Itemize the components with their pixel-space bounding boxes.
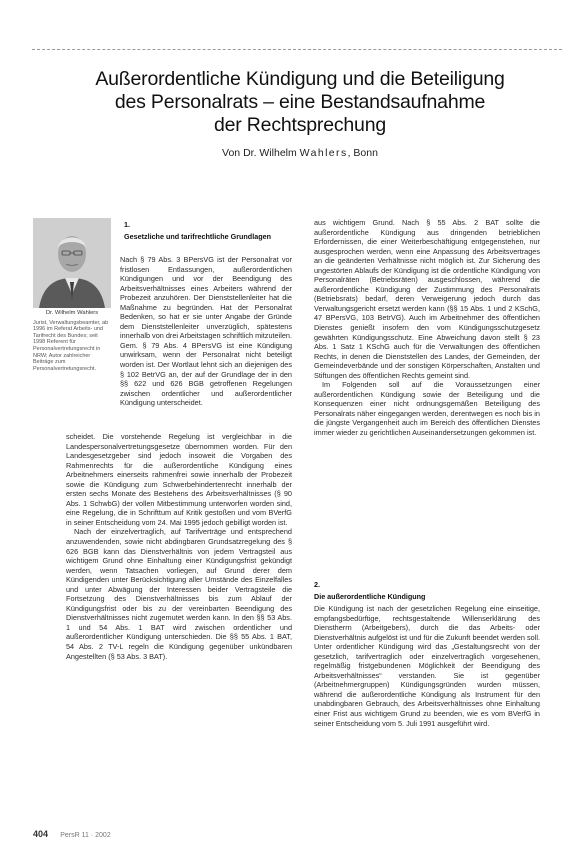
author-portrait xyxy=(33,218,111,308)
top-rule xyxy=(32,49,562,50)
section-number-2: 2. xyxy=(314,580,320,589)
title-line-1: Außerordentliche Kündigung und die Beteiligung xyxy=(95,68,505,90)
text-column-c xyxy=(314,218,540,568)
byline-name: Wahlers xyxy=(299,147,348,159)
paragraph: Im Folgenden soll auf die Voraussetzungen einer außerordentlichen Kündigung sowie der Beteiligung und die Konsequenzen einer nicht ordnungsgemäßen Beteiligung des Personalrats näher eingegangen werden, derentwegen es noch bis in die jüngste Vergangenheit auch im Bereich des öffentlichen Dienstes immer wieder zu gerichtlichen Auseinandersetzungen gekommen ist. xyxy=(314,380,540,438)
byline xyxy=(60,147,540,159)
text-column-d xyxy=(314,604,540,832)
paragraph: Nach der einzelvertraglich, auf Tarifverträge und entsprechend anzuwendenden, sowie nicht abdingbaren Grundsatzregelung des § 626 BGB kann das Dienstverhältnis von jedem Vertragsteil aus wichtigem Grund ohne Einhaltung einer Kündigungsfrist gekündigt werden, wenn Tatsachen vorliegen, auf Grund derer dem Kündigenden unter Berücksichtigung aller Umstände des Einzelfalles und unter Abwägung der Interessen beider Vertragsteile die Fortsetzung des Dienstverhältnisses bis zum Ablauf der Kündigungsfrist oder bis zu der vereinbarten Beendigung des Dienstverhältnisses nicht zugemutet werden kann. In den §§ 53 Abs. 1 und 54 Abs. 1 BAT wird zwischen ordentlicher und außerordentlicher Kündigung unterschieden. Die §§ 55 Abs. 1 BAT, 54 Abs. 2 TV-L regeln die Kündigung gegenüber unkündbaren Angestellten (§ 53 Abs. 3 BAT). xyxy=(66,527,292,661)
paragraph: Die Kündigung ist nach der gesetzlichen Regelung eine einseitige, empfangsbedürftige, rechtsgestaltende Willenserklärung des Dienstherrn (Arbeitgebers), durch die das Arbeits- oder Dienstverhältnis aufgelöst ist und für die Zukunft beendet werden soll. Unter ordentlicher Kündigung wird das „Gestaltungsrecht von der gesetzlich, tarifvertraglich oder einzelvertraglich vorgesehenen, regelmäßig fristgebundenen Möglichkeit der Beendigung des Arbeitsverhältnisses“ verstanden. Sie ist gegenüber (Arbeitnehmergruppen) Kündigungsgründen wurden müssen, während die außerordentliche Kündigung als Instrument für den unabdingbaren Gebrauch, des Arbeitsverhältnisses ohne Einhaltung einer Frist aus wichtigem Grund zu beenden, wie es vom BVerfG in seiner Entscheidung vom 5. Juli 1991 ausgeführt wird. xyxy=(314,604,540,728)
byline-prefix: Von Dr. Wilhelm xyxy=(222,147,297,159)
title-line-3: der Rechtsprechung xyxy=(213,114,386,136)
title-line-2: des Personalrats – eine Bestandsaufnahme xyxy=(114,91,486,113)
section-number-1: 1. xyxy=(124,220,130,229)
journal-reference: PersR 11 · 2002 xyxy=(60,832,111,839)
text-column-a xyxy=(120,255,292,431)
section-heading-2 xyxy=(314,578,539,601)
portrait-image xyxy=(33,218,111,308)
paragraph: aus wichtigem Grund. Nach § 55 Abs. 2 BAT sollte die außerordentliche Kündigung aus dringenden betrieblichen Erfordernissen, die einer Weiterbeschäftigung entgegenstehen, nur ausgesprochen werden, wenn eine Anpassung des Arbeitsvertrages an die geänderten Verhältnisse nicht möglich ist. Zur Sicherung des ungestörten Ablaufs der Kündigung ist die ordentliche Kündigung von Personalräten (Betriebsräten) ausgeschlossen, während die außerordentliche Kündigung der Zustimmung des Personalrats (Betriebsrats) bedarf, deren Verweigerung jedoch durch das Verwaltungsgericht ersetzt werden kann (§§ 15 Abs. 1 und 2 KSchG, 47 BPersVG, 103 BetrVG). Auch im Arbeitnehmer des öffentlichen Dienstes genießt insofern den vom Kündigungsschutzgesetz gewährten Kündigungsschutz. Eine Abweichung davon stellt § 23 Abs. 1 Satz 1 KSchG auch für die Verwaltungen des öffentlichen Rechts, in denen die Dienststellen des Landes, der Gemeinden, der Gemeindeverbände und der sonstigen Körperschaften, Anstalten und Stiftungen des öffentlichen Rechts gemeint sind. xyxy=(314,218,540,380)
paragraph: Nach § 79 Abs. 3 BPersVG ist der Personalrat vor fristlosen Entlassungen, außerordentlichen Kündigungen und vor der Beendigung des Arbeitsverhältnisses eines Arbeiters während der Probezeit anzuhören. Der Dienststellenleiter hat die Maßnahme zu begründen. Hat der Personalrat Bedenken, so hat er sie unter Angabe der Gründe dem Dienststellenleiter unverzüglich, spätestens innerhalb von drei Arbeitstagen schriftlich mitzuteilen. Gem. § 79 Abs. 4 BPersVG ist eine Kündigung unwirksam, wenn der Personalrat nicht beteiligt worden ist. Der Wortlaut lehnt sich an diejenigen des § 102 BetrVG an, der auf der Grundlage der in den §§ 622 und 626 BGB getroffenen Regelungen zwischen ordentlicher und außerordentlicher Kündigung unterscheidet. xyxy=(120,255,292,408)
portrait-name: Dr. Wilhelm Wahlers xyxy=(45,310,99,316)
section-heading-1 xyxy=(124,218,289,241)
text-column-b xyxy=(66,432,292,830)
paragraph: scheidet. Die vorstehende Regelung ist vergleichbar in die Landespersonalvertretungsgesetze übernommen worden. Für den Landesgesetzgeber sind jedoch insoweit die Vorgaben des Rahmenrechts für die außerordentliche Kündigung eines Arbeitnehmers einerseits rahmenfrei sowie innerhalb der Probezeit sowie die Kündigung zum Schwerbehindertenrecht innerhalb der ersten sechs Monate des Bestehens des Arbeitsverhältnisses (§ 90 Abs. 1 SchwbG) der vollen Mitbestimmung unterworfen worden sind, eine Regelung, die in Schrifttum auf Kritik gestoßen und vom BVerfG in seiner Entscheidung vom 24. Mai 1995 jedoch gebilligt worden ist. xyxy=(66,432,292,527)
article-title xyxy=(60,68,540,137)
byline-suffix: , Bonn xyxy=(347,147,378,159)
page-footer xyxy=(33,829,111,839)
portrait-bio: Jurist, Verwaltungsbeamter, ab 1996 im Referat Arbeits- und Tarifrecht des Bundes; seit 1998 Referent für Personalvertretungsrecht in NRW; Autor zahlreicher Beiträge zum Personalvertretungsrecht. xyxy=(33,319,109,372)
portrait-caption xyxy=(33,310,111,372)
page-number: 404 xyxy=(33,829,49,839)
section-title-1: Gesetzliche und tarifrechtliche Grundlagen xyxy=(124,231,271,241)
section-title-2: Die außerordentliche Kündigung xyxy=(314,591,426,601)
